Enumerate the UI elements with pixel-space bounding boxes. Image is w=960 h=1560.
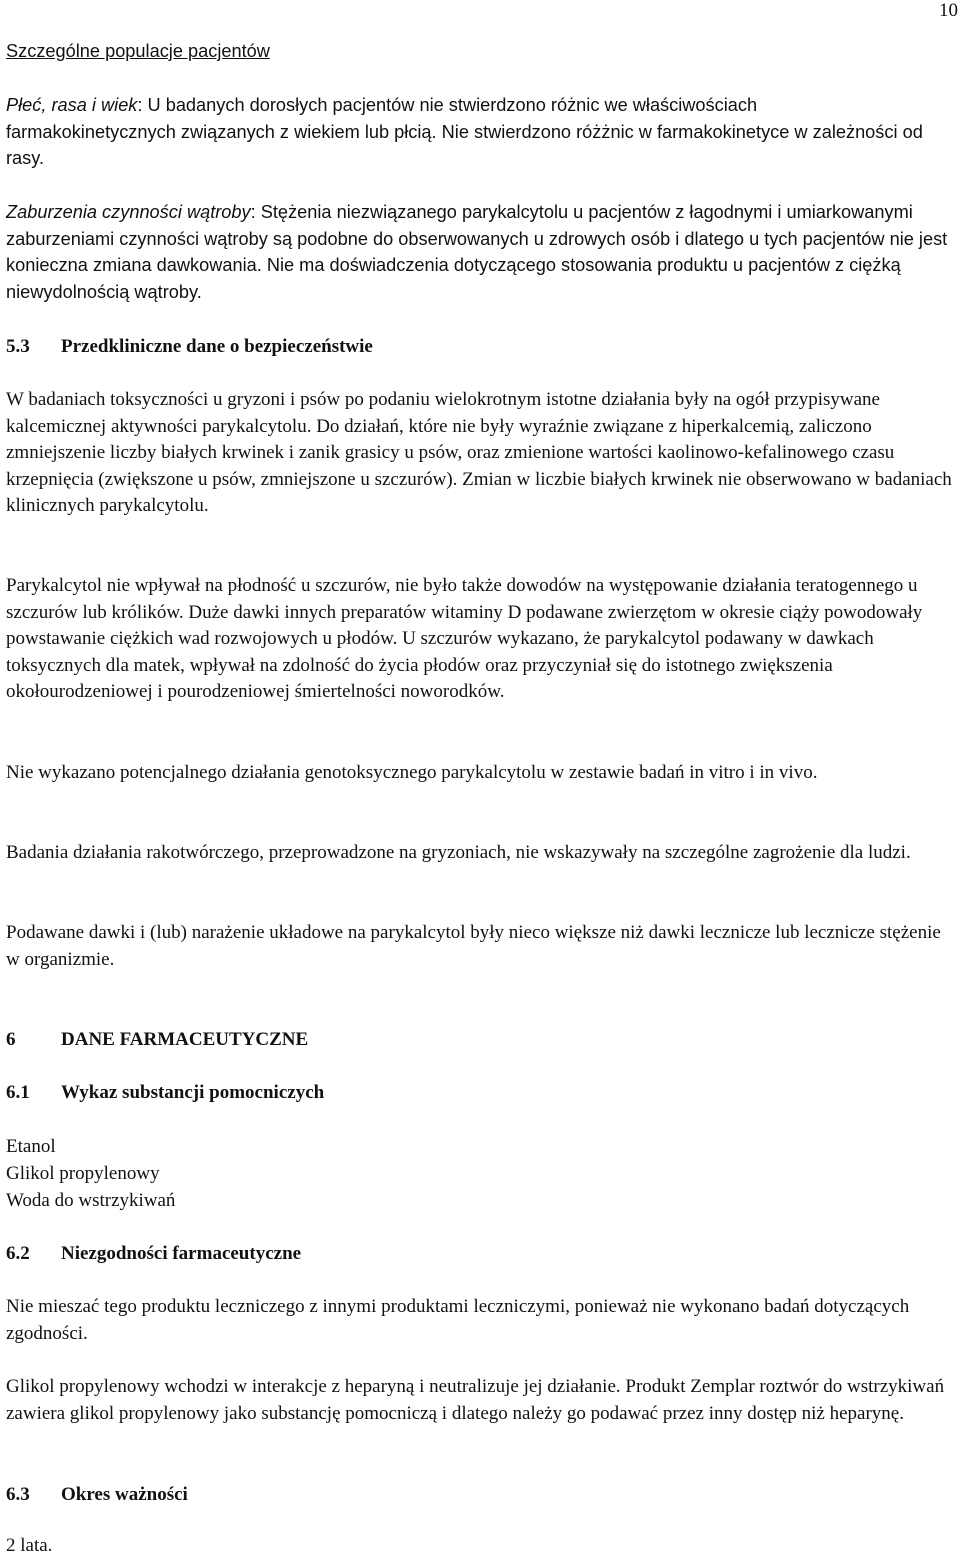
section-6-3-heading xyxy=(6,1482,954,1509)
special-populations-title: Szczególne populacje pacjentów xyxy=(6,41,270,61)
section-6-title: DANE FARMACEUTYCZNE xyxy=(61,1029,309,1050)
section-6-2-paragraph-1: Nie mieszać tego produktu leczniczego z innymi produktami leczniczymi, ponieważ nie wykonano badań dotyczących zgodności. xyxy=(6,1296,910,1344)
special-populations-paragraph-1 xyxy=(6,92,926,172)
section-6-1-number: 6.1 xyxy=(6,1082,30,1103)
list-item: Woda do wstrzykiwań xyxy=(6,1190,176,1211)
hepatic-impairment-text: : Stężenia niezwiązanego parykalcytolu u pacjentów z łagodnymi i umiarkowanymi zaburzeniami czynności wątroby są podobne do obserwowanych u zdrowych osób i dlatego u tych pacjentów nie jest konieczna zmiana dawkowania. Nie ma doświadczenia dotyczącego stosowania produktu u pacjentów z ciężką niewydolnością wątroby. xyxy=(6,202,948,302)
section-6-2-paragraph-2: Glikol propylenowy wchodzi w interakcje z heparyną i neutralizuje jej działanie. Produkt Zemplar roztwór do wstrzykiwań zawiera glikol propylenowy jako substancję pomocniczą i dlatego należy go podawać przez inny dostęp niż heparynę. xyxy=(6,1376,945,1424)
special-populations-paragraph-2 xyxy=(6,199,958,305)
section-6-1-title: Wykaz substancji pomocniczych xyxy=(61,1082,325,1103)
section-6-1-heading xyxy=(6,1080,954,1107)
section-5-3-number: 5.3 xyxy=(6,336,30,357)
section-6-2-heading xyxy=(6,1241,954,1268)
section-6-heading xyxy=(6,1027,954,1054)
section-5-3-heading xyxy=(6,334,954,361)
sex-race-age-text: : U badanych dorosłych pacjentów nie stwierdzono różnic we właściwościach farmakokinetycznych związanych z wiekiem lub płcią. Nie stwierdzono różżnic w farmakokinetyce w zależności od rasy. xyxy=(6,95,923,169)
section-6-3-number: 6.3 xyxy=(6,1484,30,1505)
excipients-list xyxy=(6,1133,954,1214)
special-populations-heading xyxy=(6,38,954,65)
section-5-3-paragraph-5: Podawane dawki i (lub) narażenie układowe na parykalcytol były nieco większe niż dawki lecznicze lub lecznicze stężenie w organizmie. xyxy=(6,922,941,970)
section-5-3-title: Przedkliniczne dane o bezpieczeństwie xyxy=(61,336,373,357)
sex-race-age-label: Płeć, rasa i wiek xyxy=(6,95,138,115)
section-6-3-title: Okres ważności xyxy=(61,1484,188,1505)
shelf-life-text: 2 lata. xyxy=(6,1535,53,1556)
section-6-2-number: 6.2 xyxy=(6,1243,30,1264)
list-item: Glikol propylenowy xyxy=(6,1163,160,1184)
list-item: Etanol xyxy=(6,1136,56,1157)
hepatic-impairment-label: Zaburzenia czynności wątroby xyxy=(6,202,251,222)
section-6-number: 6 xyxy=(6,1029,16,1050)
section-5-3-paragraph-4: Badania działania rakotwórczego, przeprowadzone na gryzoniach, nie wskazywały na szczególne zagrożenie dla ludzi. xyxy=(6,842,911,863)
section-5-3-paragraph-2: Parykalcytol nie wpływał na płodność u szczurów, nie było także dowodów na występowanie działania teratogennego u szczurów lub królików. Duże dawki innych preparatów witaminy D podawane zwierzętom w okresie ciąży powodowały powstawanie ciężkich wad rozwojowych u płodów. U szczurów wykazano, że parykalcytol podawany w dawkach toksycznych dla matek, wpływał na zdolność do życia płodów oraz przyczyniał się do istotnego zwiększenia okołourodzeniowej i pourodzeniowej śmiertelności noworodków. xyxy=(6,575,923,703)
page-number: 10 xyxy=(939,0,958,21)
section-5-3-paragraph-1: W badaniach toksyczności u gryzoni i psów po podaniu wielokrotnym istotne działania były na ogół przypisywane kalcemicznej aktywności parykalcytolu. Do działań, które nie były wyraźnie związane z hiperkalcemią, zaliczono zmniejszenie liczby białych krwinek i zanik grasicy u psów, oraz zmienione wartości kaolinowo-kefalinowego czasu krzepnięcia (zwiększone u psów, zmniejszone u szczurów). Zmian w liczbie białych krwinek nie obserwowano w badaniach klinicznych parykalcytolu. xyxy=(6,389,952,517)
section-5-3-paragraph-3: Nie wykazano potencjalnego działania genotoksycznego parykalcytolu w zestawie badań in vitro i in vivo. xyxy=(6,762,818,783)
section-6-2-title: Niezgodności farmaceutyczne xyxy=(61,1243,302,1264)
